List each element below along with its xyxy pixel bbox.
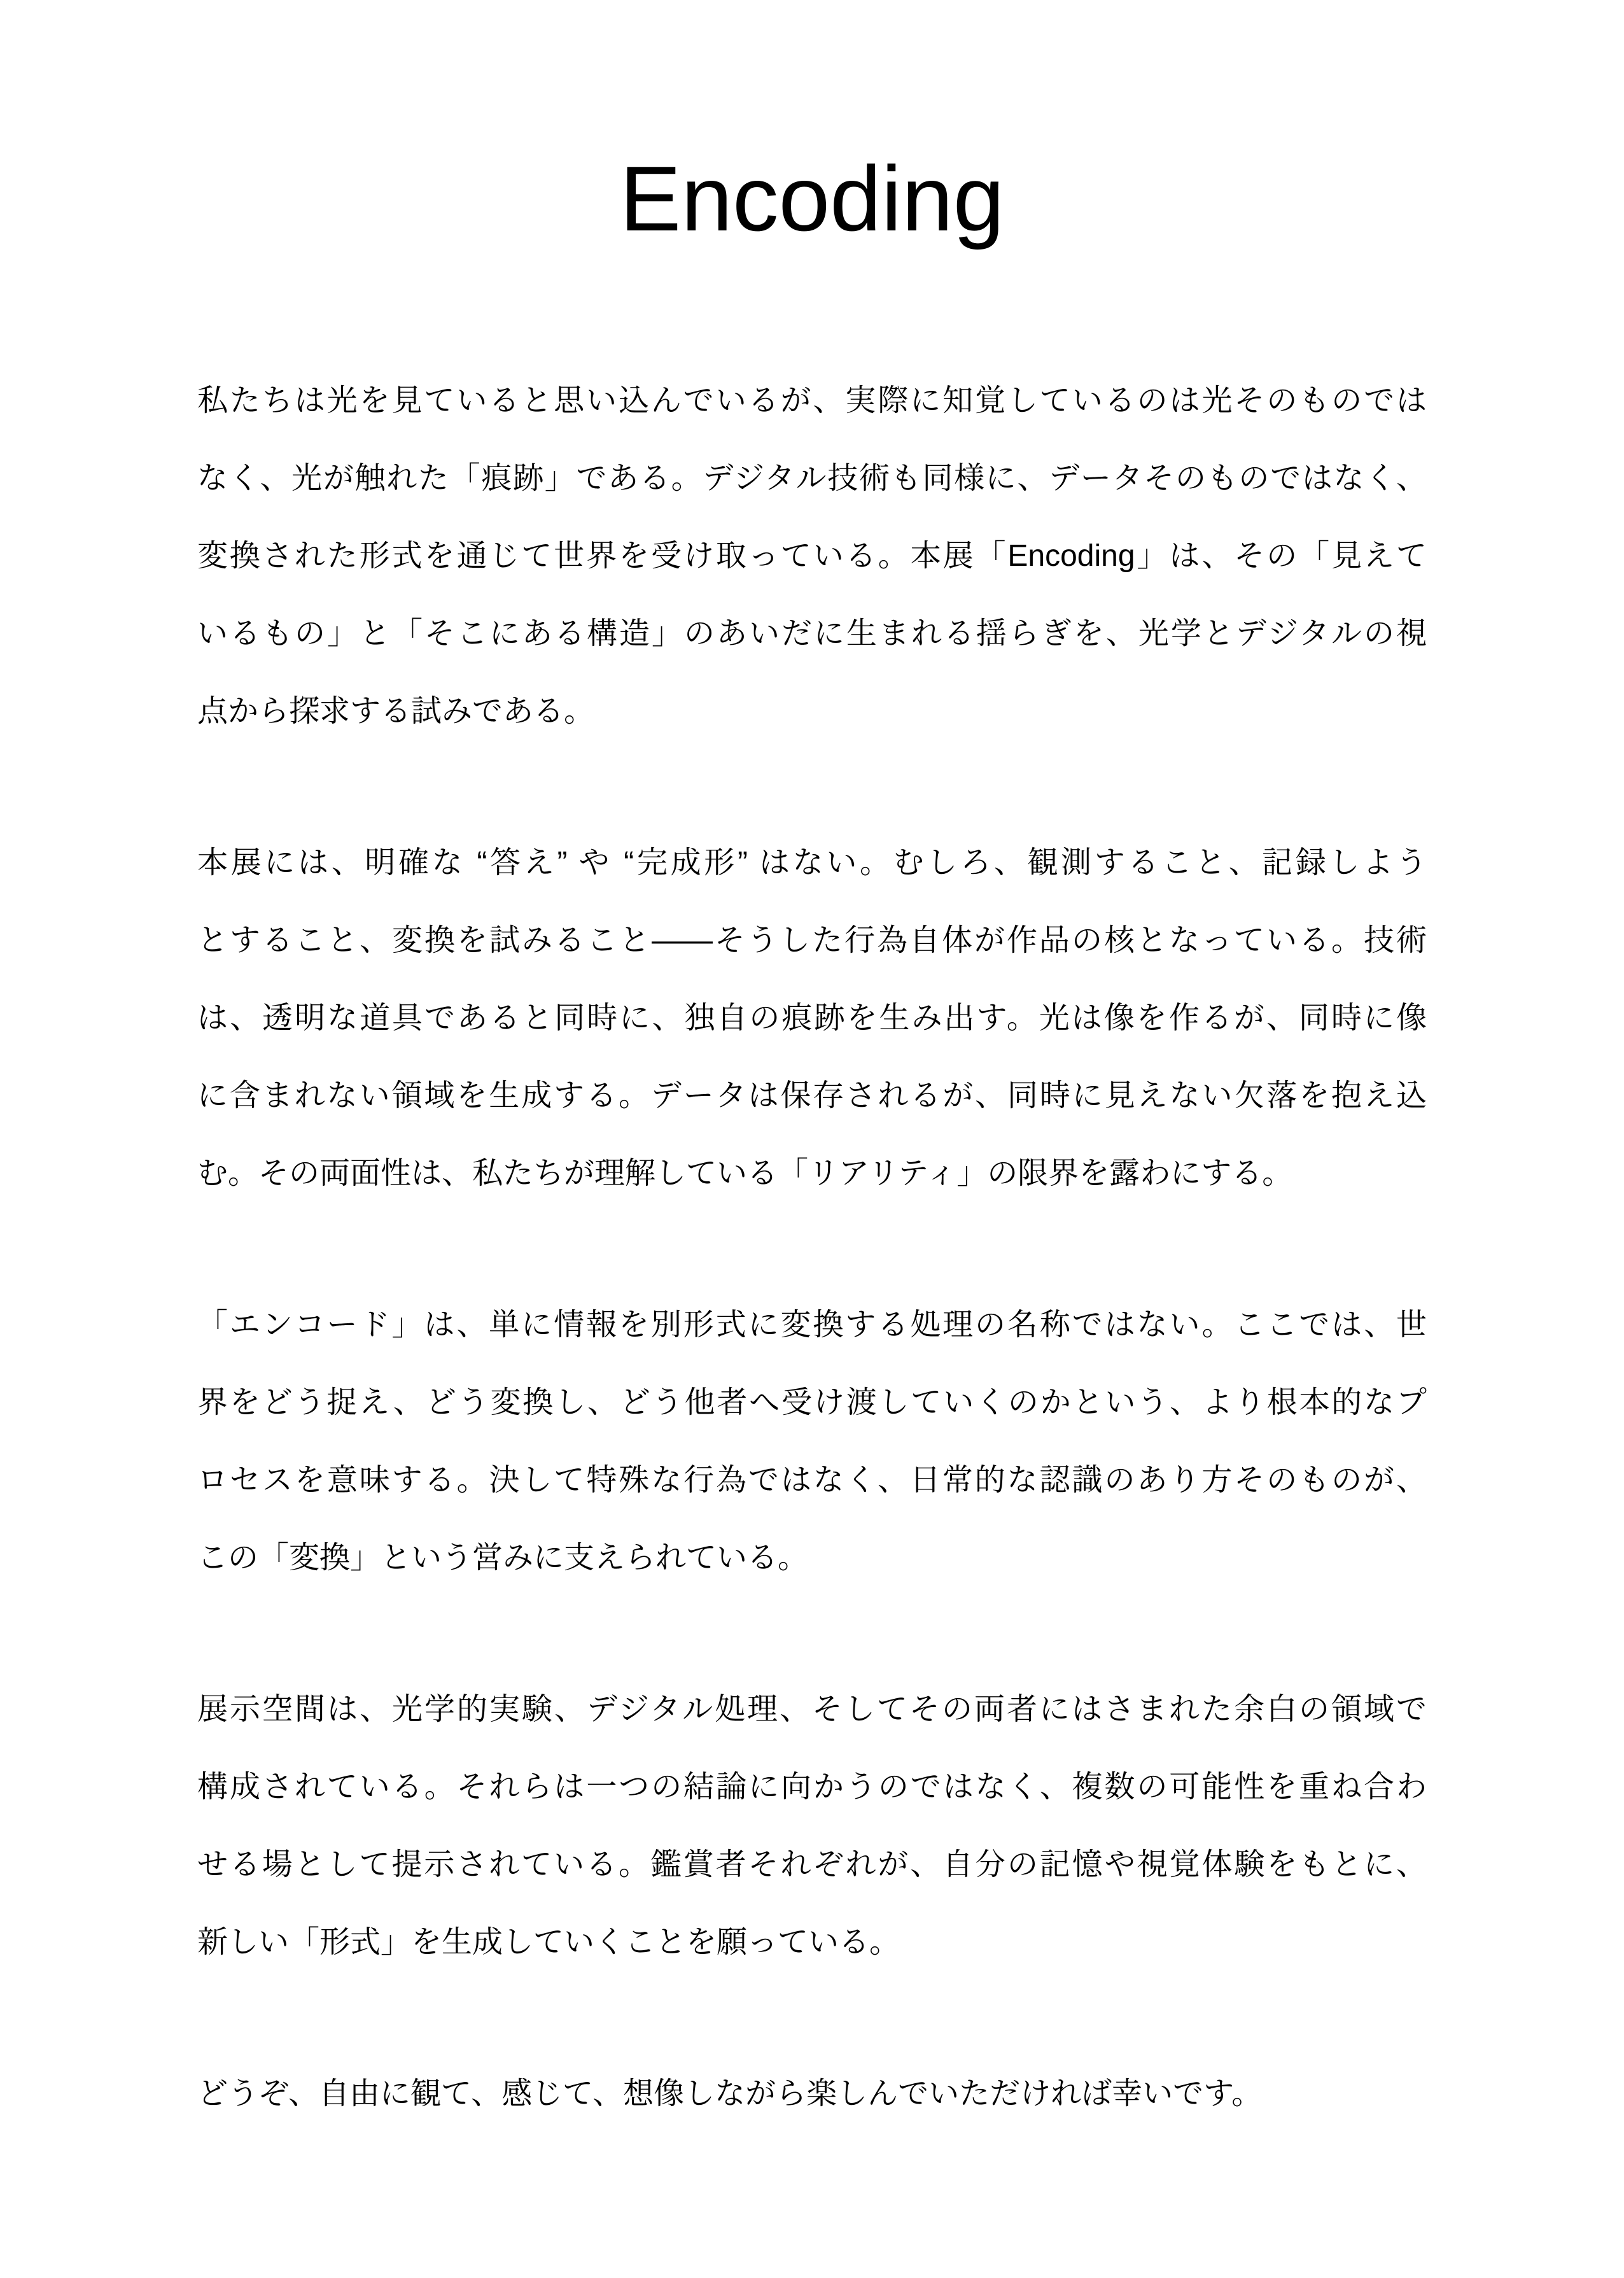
text-line: 展示空間は、光学的実験、デジタル処理、そしてその両者にはさまれた余白の領域で [197, 1692, 1427, 1726]
text-line: 構成されている。それらは一つの結論に向かうのではなく、複数の可能性を重ね合わ [197, 1770, 1427, 1804]
text-line: どうぞ、自由に観て、感じて、想像しながら楽しんでいただければ幸いです。 [197, 2077, 1263, 2111]
text-line: せる場として提示されている。鑑賞者それぞれが、自分の記憶や視覚体験をもとに、 [197, 1848, 1427, 1881]
paragraph [197, 1286, 1427, 1597]
paragraph [197, 824, 1427, 1213]
paragraph [197, 1671, 1427, 1981]
paragraph [197, 2055, 1427, 2133]
text-line: 界をどう捉え、どう変換し、どう他者へ受け渡していくのかという、より根本的なプ [197, 1386, 1427, 1419]
text-line: 新しい「形式」を生成していくことを願っている。 [197, 1925, 900, 1959]
text-line: に含まれない領域を生成する。データは保存されるが、同時に見えない欠落を抱え込 [197, 1079, 1427, 1113]
text-line: む。その両面性は、私たちが理解している「リアリティ」の限界を露わにする。 [197, 1157, 1293, 1190]
text-line: とすること、変換を試みること——そうした行為自体が作品の核となっている。技術 [197, 924, 1427, 957]
text-line: は、透明な道具であると同時に、独自の痕跡を生み出す。光は像を作るが、同時に像 [197, 1001, 1427, 1035]
text-line: 本展には、明確な “答え” や “完成形” はない。むしろ、観測すること、記録しよう [197, 846, 1427, 880]
text-line: 「エンコード」は、単に情報を別形式に変換する処理の名称ではない。ここでは、世 [197, 1308, 1427, 1342]
text-line: なく、光が触れた「痕跡」である。デジタル技術も同様に、データそのものではなく、 [197, 461, 1427, 495]
text-line: 変換された形式を通じて世界を受け取っている。本展「Encoding」は、その「見えて [197, 539, 1427, 573]
paragraph [197, 362, 1427, 750]
page-title: Encoding [619, 147, 1005, 250]
text-line: この「変換」という営みに支えられている。 [197, 1541, 809, 1575]
text-line: ロセスを意味する。決して特殊な行為ではなく、日常的な認識のあり方そのものが、 [197, 1463, 1427, 1497]
text-line: 点から探求する試みである。 [197, 694, 595, 728]
text-line: いるもの」と「そこにある構造」のあいだに生まれる揺らぎを、光学とデジタルの視 [197, 617, 1427, 650]
document-body [197, 362, 1427, 2133]
text-line: 私たちは光を見ていると思い込んでいるが、実際に知覚しているのは光そのものでは [197, 384, 1427, 418]
